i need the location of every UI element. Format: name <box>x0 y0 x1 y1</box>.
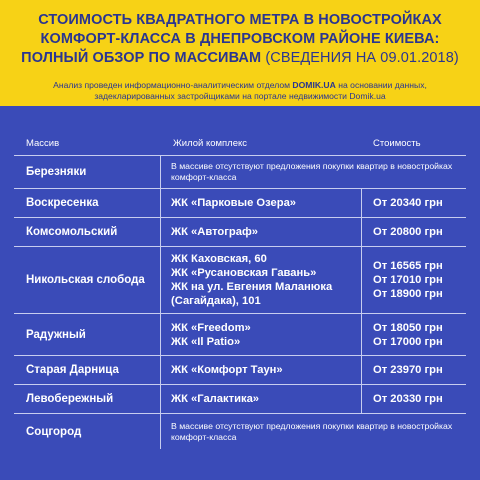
price-value: От 20330 грн <box>373 393 443 405</box>
complex-name: ЖК «Парковые Озера» <box>171 197 297 209</box>
no-offers-note: В массиве отсутствуют предложения покупки квартир в новостройках комфорт-класса <box>171 161 453 182</box>
price-cell <box>362 385 466 413</box>
price-cell <box>362 189 466 217</box>
source-note <box>20 80 460 102</box>
area-name: Комсомольский <box>26 226 118 238</box>
table-row <box>14 356 466 384</box>
table-row <box>14 385 466 413</box>
complex-cell <box>161 218 360 246</box>
price-cell <box>362 218 466 246</box>
complex-name: ЖК Каховская, 60 <box>171 253 267 265</box>
price-cell <box>362 247 466 313</box>
column-header-complex: Жилой комплекс <box>173 138 248 149</box>
area-name: Никольская слобода <box>26 274 145 286</box>
price-value: От 18900 грн <box>373 288 443 300</box>
complex-name: ЖК «Русановская Гавань» <box>171 267 317 279</box>
complex-name: ЖК «Freedom» <box>171 321 251 334</box>
price-value: От 20800 грн <box>373 226 443 238</box>
area-name: Левобережный <box>26 393 114 405</box>
price-cell <box>362 356 466 384</box>
title-date: (СВЕДЕНИЯ НА 09.01.2018) <box>265 50 459 66</box>
price-value: От 17000 грн <box>373 335 443 348</box>
no-offers-note: В массиве отсутствуют предложения покупки квартир в новостройках комфорт-класса <box>171 420 453 442</box>
note-line1-a: Анализ проведен информационно-аналитическим отделом <box>53 80 293 90</box>
complex-cell <box>161 247 360 313</box>
table-row <box>14 247 466 313</box>
price-value: От 23970 грн <box>373 364 443 376</box>
table-header <box>14 138 466 156</box>
note-brand: DOMIK.UA <box>292 80 336 90</box>
column-header-price: Стоимость <box>373 138 421 149</box>
table-row <box>14 156 466 188</box>
complex-cell <box>161 385 360 413</box>
area-name: Воскресенка <box>26 197 99 209</box>
complex-name: ЖК «Комфорт Таун» <box>171 364 283 376</box>
complex-name: ЖК «Il Patio» <box>171 335 241 348</box>
table-row <box>14 218 466 246</box>
complex-cell <box>161 314 360 355</box>
price-value: От 17010 грн <box>373 274 443 286</box>
area-name: Березняки <box>26 166 87 178</box>
page-title <box>14 11 466 68</box>
table-row <box>14 314 466 355</box>
column-header-area: Массив <box>26 138 60 149</box>
complex-name: ЖК «Галактика» <box>171 393 260 405</box>
header-banner <box>0 0 480 106</box>
price-value: От 20340 грн <box>373 197 443 209</box>
table-row <box>14 189 466 217</box>
area-name: Старая Дарница <box>26 364 119 376</box>
note-line1-b: на основании данных, <box>335 80 427 90</box>
complex-cell <box>161 189 360 217</box>
complex-name: ЖК «Автограф» <box>171 226 258 238</box>
title-main: СТОИМОСТЬ КВАДРАТНОГО МЕТРА В НОВОСТРОЙКАХ КОМФОРТ-КЛАССА В ДНЕПРОВСКОМ РАЙОНЕ КИЕВА: ПОЛНЫЙ ОБЗОР ПО МАССИВАМ <box>21 12 442 66</box>
area-name: Радужный <box>26 328 86 341</box>
note-line2: задекларированных застройщиками на портале недвижимости Domik.ua <box>94 91 386 101</box>
price-cell <box>362 314 466 355</box>
complex-name: ЖК на ул. Евгения Маланюка (Сагайдака), 101 <box>171 281 333 307</box>
price-value: От 18050 грн <box>373 321 443 334</box>
table-row <box>14 414 466 449</box>
complex-cell <box>161 356 360 384</box>
area-name: Соцгород <box>26 425 82 438</box>
price-value: От 16565 грн <box>373 260 443 272</box>
